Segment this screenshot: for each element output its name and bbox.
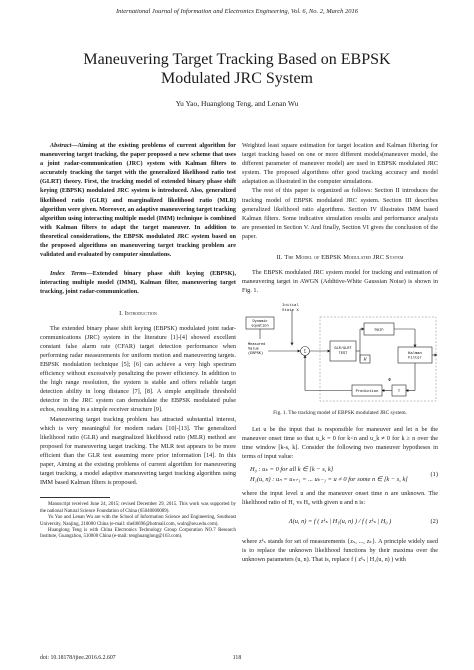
footnotes bbox=[40, 502, 236, 540]
glrt-box bbox=[330, 341, 356, 361]
abstract bbox=[40, 141, 236, 259]
index-terms-body: —Extended binary phase shift keying (EBPSK), interacting multiple model (IMM), Kalman filter, maneuvering target tracking, joint radar-communication. bbox=[40, 270, 236, 296]
index-terms-lead: Index Terms bbox=[50, 270, 87, 278]
h-label: H bbox=[363, 357, 367, 363]
section-title: Introduction bbox=[124, 309, 157, 317]
equation-1-number: (1) bbox=[430, 470, 438, 478]
section-number: II. bbox=[276, 254, 283, 262]
equation-1-line-1: H₀ : uₖ = 0 for all k ∈ [k − s, k] bbox=[250, 465, 334, 473]
intro-paragraph-1: The extended binary phase shift keying (EBPSK) modulated joint radar-communications (JRC) system in the literature [1]-[4] showed excellent constant false alarm rate (CFAR) target detection performance when performing radar measurements for uniform motion and maneuvering targets. EBPSK modulation technique [5]; [6] can achieve a very high spectrum efficiency without excessively penalizing the power efficiency. In addition to the high range resolution, the system is stable and offers reliable target detection ability in long distance [7], [8]. A simple amplitude threshold detector in the JRC system can demodulate the EBPSK modulated pulse echos, resulting in a simple receiver structure [9]. bbox=[40, 324, 236, 414]
label-initial-state-line-2: State X bbox=[282, 309, 299, 314]
equation-2-number: (2) bbox=[430, 518, 438, 526]
left-column bbox=[40, 141, 236, 541]
kalman-filter-text: Kalman Filter bbox=[408, 352, 422, 362]
phi-label: Φ bbox=[388, 377, 392, 383]
right-column bbox=[242, 141, 438, 564]
footnote-manuscript: Manuscript received June 24, 2015; revised December 29, 2015. This work was supported by the national Natural Science Foundation of China (65040000089). bbox=[40, 502, 236, 514]
footnote-affiliation-2: Huanglong Teng is with China Electronics Technology Group Corporation NO.7 Research Institute, Guangzhou, 510000 China (e-mail: tenghuanglong@163.com). bbox=[40, 527, 236, 540]
section-heading-model bbox=[242, 253, 438, 262]
figure-1 bbox=[242, 301, 438, 405]
right-paragraph-5: where the input level u and the maneuver onset time n are unknown. The likelihood ratio of H₁ vs H₀ with given u and n is: bbox=[242, 489, 438, 506]
equation-1-line-2: H₁(u, n) : uₙ = uₙ₊₁ = ... uₖ₋₁ = u ≠ 0 for some n ∈ [k − s, k] bbox=[250, 475, 408, 483]
index-terms bbox=[40, 269, 236, 296]
authors: Yu Yao, Huanglong Teng, and Lenan Wu bbox=[175, 99, 299, 108]
equation-1 bbox=[242, 465, 438, 485]
gain-text: Gain bbox=[374, 328, 384, 333]
label-initial-state-line-1: Initial bbox=[282, 304, 299, 309]
paper-title-line-1: Maneuvering Target Tracking Based on EBPSK bbox=[83, 51, 391, 68]
paper-title-line-2: Modulated JRC System bbox=[160, 70, 313, 87]
section-number: I. bbox=[119, 309, 123, 317]
paper-title bbox=[0, 50, 474, 88]
dynamic-equation-text: Dynamic equation bbox=[251, 320, 269, 329]
right-paragraph-2: The rest of this paper is organized as follows: Section II introduces the tracking model of EBPSK modulated JRC system. Section III describes generalized likelihood ratio algorithms. Section IV illustrates IMM based Kalman filters. Some indicative simulation results and performance analysis are presented in Section V. And finally, Section VI gives the conclusion of the paper. bbox=[242, 187, 438, 240]
sum-symbol: Σ bbox=[303, 349, 307, 355]
section-heading-introduction bbox=[40, 309, 236, 318]
figure-caption: Fig. 1. The tracking model of EBPSK modulated JRC system. bbox=[273, 410, 407, 417]
equation-2-body: Λ(u, n) = f ( zᵏₛ | H₁(u, n) ) / f ( zᵏₛ | H₀ ) bbox=[288, 518, 392, 526]
page-number: 118 bbox=[232, 655, 242, 661]
prediction-text: Prediction bbox=[355, 390, 379, 395]
footnote-affiliation-1: Yu Yao and Lenan Wu are with the School of Information Science and Engineering, Southeast University, Nanjing, 210000 China (e-mail: shell6696@hotmail.com, wuln@seu.edu.com). bbox=[40, 515, 236, 527]
right-paragraph-3: The EBPSK modulated JRC system model for tracking and estimation of maneuvering target in AWGN (Additive-White Gaussian Noise) is shown in Fig. 1. bbox=[242, 269, 438, 295]
equation-2 bbox=[242, 511, 438, 533]
right-paragraph-6: where zᵏₛ stands for set of measurements {zₛ, ..., zₖ}. A principle widely used is to replace the unknown likelihood functions by their maxima over the unknown parameters (u, n). That is, replace f ( zᵏₛ | H₁(u, n) ) with bbox=[242, 538, 438, 564]
right-paragraph-1: Weighted least square estimation for target location and Kalman filtering for target tracking based on one or more different models(maneuver model, the different parameter of maneuver model) are used in EBPSK modulated JRC system. The proposed algorithms offer good tracking accuracy and model adaptation as illustrated in the computer simulations. bbox=[242, 142, 438, 186]
label-initial-state bbox=[282, 303, 301, 313]
running-head: International Journal of Information and Electronics Engineering, Vol. 6, No. 2, March 2016 bbox=[116, 8, 358, 15]
glrt-text: GLR/GLRT TEST bbox=[334, 347, 352, 357]
delay-text: T bbox=[397, 390, 401, 395]
doi: doi: 10.18178/ijiee.2016.6.2.607 bbox=[40, 655, 116, 661]
footnote-rule bbox=[40, 497, 110, 498]
abstract-lead: Abstract bbox=[50, 142, 72, 149]
intro-paragraph-2: Maneuvering target tracking problem has attracted substantial interest, which is very meaningful for modern radars [10]-[13]. The generalized likelihood ratio (GLR) and marginalized likelihood ratio (MLR) method are proposed for maneuvering target tracking. The MLR test appears to be more efficient than the GLR test assuming more prior information [14]. In this paper, Aiming at the existing problems of current algorithm for maneuvering target tracking, a model adaptive maneuvering target tracking algorithm using IMM based Kalman filters is proposed. bbox=[40, 415, 236, 487]
section-title: The Model of EBPSK Modulated JRC System bbox=[284, 254, 404, 262]
right-paragraph-4: Let u be the input that is responsible for maneuver and let n be the maneuver onset time so that u_k = 0 for k<n and u_k ≠ 0 for k ≥ n over the time window [k-s, k]. Consider the following two maneuver hypotheses in terms of input value: bbox=[242, 425, 438, 460]
measured-value-text: Measured Value (EBPSK) bbox=[248, 343, 266, 357]
block-diagram bbox=[242, 301, 438, 405]
abstract-body: —Aiming at the existing problems of current algorithm for maneuvering target tracking, the paper proposed a new scheme that uses a joint radar-communication (JRC) system with Kalman filters to accurately tracking the target with the generalized likelihood ratio test (GLRT) theory. First, the tracking model of extended binary phase shift keying (EBPSK) modulated JRC system is introduced. Also, generalized likelihood ratio (GLR) and marginalized likelihood ratio (MLR) algorithm were given. Moreover, an adaptive maneuvering target tracking algorithm using interacting multiple model (IMM) technique is combined with Kalman filters to adapt the target maneuver. In addition to theoretical considerations, the EBPSK modulated JRC system based on the proposed algorithms on maneuvering target tracking problem are validated and evaluated by computer simulations. bbox=[40, 142, 236, 259]
